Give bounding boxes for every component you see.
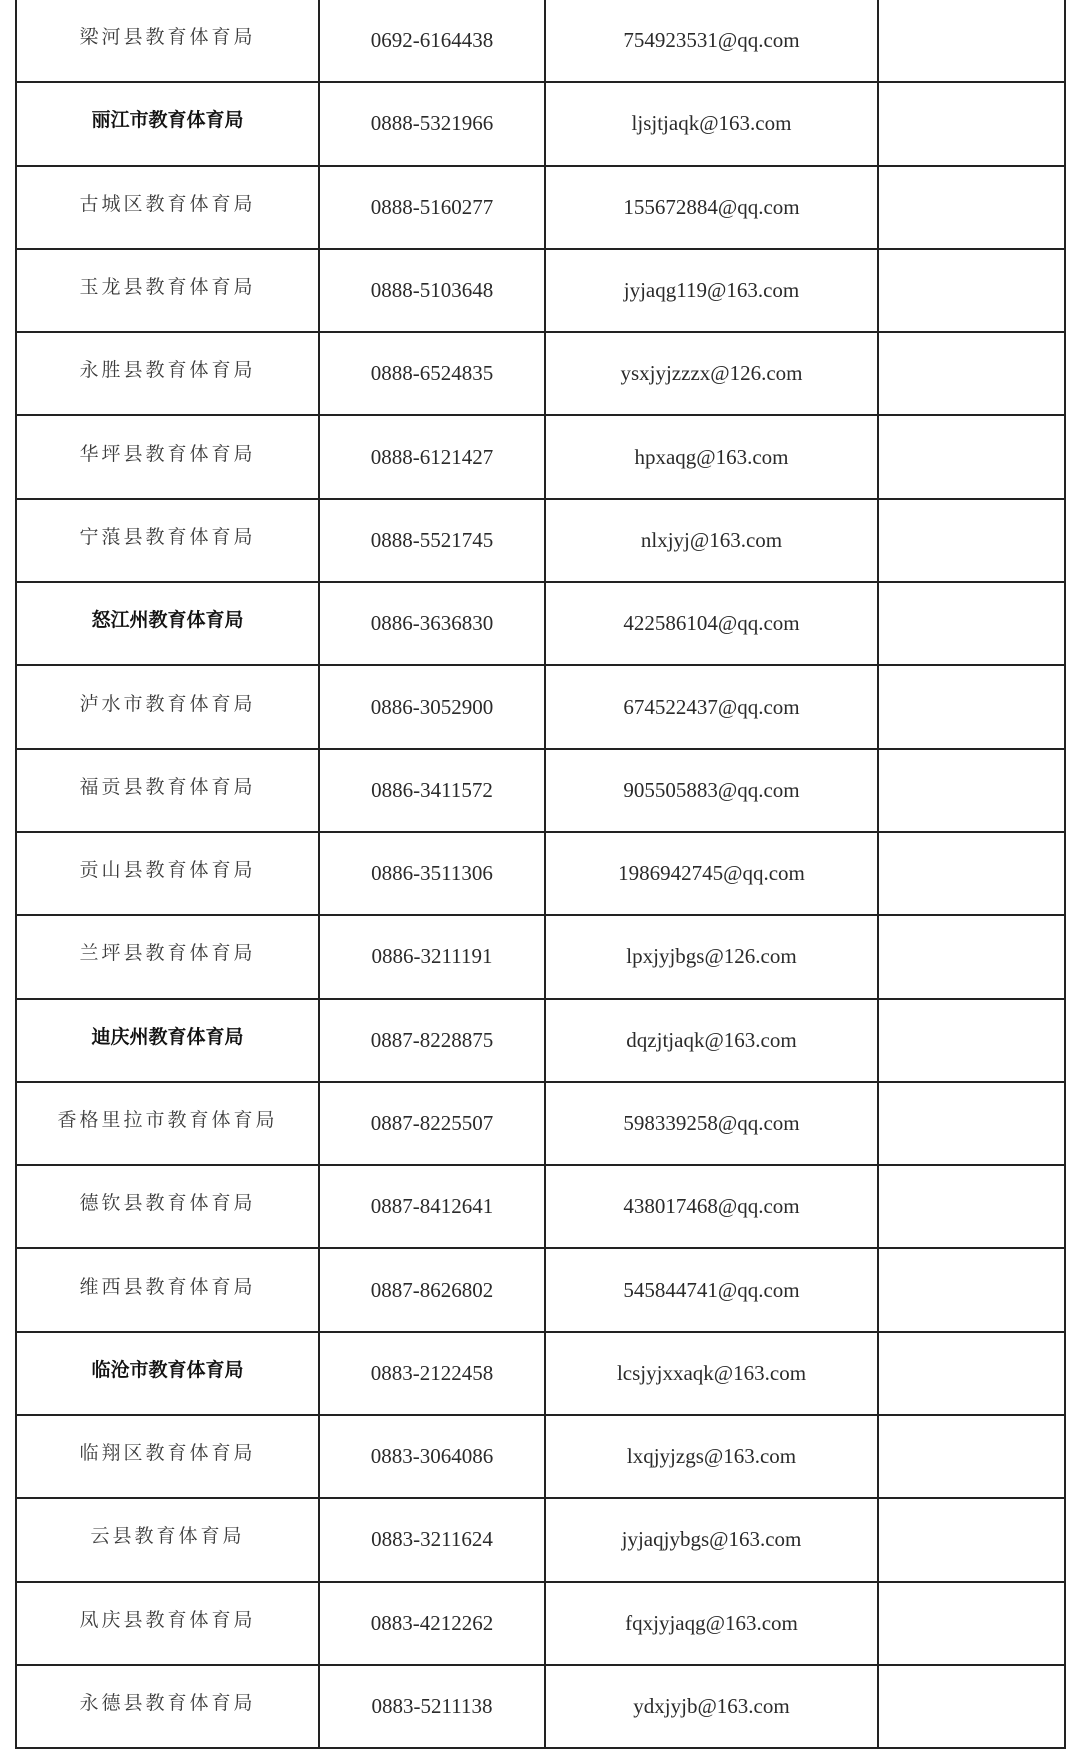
- phone-cell: 0887-8228875: [319, 999, 545, 1082]
- contact-table-container: [15, 0, 1064, 1749]
- bureau-name-cell: 梁河县教育体育局: [16, 0, 319, 82]
- table-row: [16, 832, 1065, 915]
- note-cell: [878, 1582, 1065, 1665]
- phone-cell: 0886-3411572: [319, 749, 545, 832]
- bureau-name-cell: 德钦县教育体育局: [16, 1165, 319, 1248]
- email-cell: jyjaqg119@163.com: [545, 249, 878, 332]
- table-row: [16, 249, 1065, 332]
- bureau-name-cell: 云县教育体育局: [16, 1498, 319, 1581]
- phone-cell: 0886-3052900: [319, 665, 545, 748]
- table-row: [16, 999, 1065, 1082]
- table-row: [16, 1165, 1065, 1248]
- email-cell: jyjaqjybgs@163.com: [545, 1498, 878, 1581]
- note-cell: [878, 1498, 1065, 1581]
- bureau-name-cell: 怒江州教育体育局: [16, 582, 319, 665]
- note-cell: [878, 415, 1065, 498]
- phone-cell: 0887-8225507: [319, 1082, 545, 1165]
- note-cell: [878, 166, 1065, 249]
- note-cell: [878, 1665, 1065, 1748]
- note-cell: [878, 915, 1065, 998]
- phone-cell: 0888-5160277: [319, 166, 545, 249]
- phone-cell: 0888-5103648: [319, 249, 545, 332]
- table-row: [16, 166, 1065, 249]
- note-cell: [878, 82, 1065, 165]
- phone-cell: 0883-3211624: [319, 1498, 545, 1581]
- email-cell: 754923531@qq.com: [545, 0, 878, 82]
- bureau-name-cell: 华坪县教育体育局: [16, 415, 319, 498]
- note-cell: [878, 0, 1065, 82]
- note-cell: [878, 249, 1065, 332]
- bureau-name-cell: 泸水市教育体育局: [16, 665, 319, 748]
- bureau-name-cell: 兰坪县教育体育局: [16, 915, 319, 998]
- email-cell: lxqjyjzgs@163.com: [545, 1415, 878, 1498]
- table-row: [16, 749, 1065, 832]
- email-cell: 674522437@qq.com: [545, 665, 878, 748]
- bureau-name-cell: 维西县教育体育局: [16, 1248, 319, 1331]
- bureau-name-cell: 迪庆州教育体育局: [16, 999, 319, 1082]
- table-row: [16, 1248, 1065, 1331]
- email-cell: 422586104@qq.com: [545, 582, 878, 665]
- note-cell: [878, 665, 1065, 748]
- email-cell: 1986942745@qq.com: [545, 832, 878, 915]
- table-row: [16, 499, 1065, 582]
- note-cell: [878, 499, 1065, 582]
- table-row: [16, 332, 1065, 415]
- table-row: [16, 1665, 1065, 1748]
- table-row: [16, 415, 1065, 498]
- email-cell: 905505883@qq.com: [545, 749, 878, 832]
- bureau-name-cell: 永胜县教育体育局: [16, 332, 319, 415]
- bureau-name-cell: 永德县教育体育局: [16, 1665, 319, 1748]
- phone-cell: 0692-6164438: [319, 0, 545, 82]
- email-cell: hpxaqg@163.com: [545, 415, 878, 498]
- note-cell: [878, 1082, 1065, 1165]
- table-row: [16, 0, 1065, 82]
- email-cell: 438017468@qq.com: [545, 1165, 878, 1248]
- phone-cell: 0883-4212262: [319, 1582, 545, 1665]
- note-cell: [878, 999, 1065, 1082]
- bureau-name-cell: 古城区教育体育局: [16, 166, 319, 249]
- bureau-name-cell: 临翔区教育体育局: [16, 1415, 319, 1498]
- note-cell: [878, 749, 1065, 832]
- table-row: [16, 1332, 1065, 1415]
- note-cell: [878, 1165, 1065, 1248]
- email-cell: dqzjtjaqk@163.com: [545, 999, 878, 1082]
- table-row: [16, 665, 1065, 748]
- bureau-name-cell: 丽江市教育体育局: [16, 82, 319, 165]
- bureau-name-cell: 凤庆县教育体育局: [16, 1582, 319, 1665]
- table-row: [16, 82, 1065, 165]
- email-cell: 598339258@qq.com: [545, 1082, 878, 1165]
- phone-cell: 0886-3211191: [319, 915, 545, 998]
- bureau-name-cell: 玉龙县教育体育局: [16, 249, 319, 332]
- bureau-name-cell: 临沧市教育体育局: [16, 1332, 319, 1415]
- bureau-name-cell: 福贡县教育体育局: [16, 749, 319, 832]
- email-cell: ljsjtjaqk@163.com: [545, 82, 878, 165]
- table-row: [16, 1498, 1065, 1581]
- phone-cell: 0888-5521745: [319, 499, 545, 582]
- table-row: [16, 1415, 1065, 1498]
- email-cell: lpxjyjbgs@126.com: [545, 915, 878, 998]
- bureau-name-cell: 贡山县教育体育局: [16, 832, 319, 915]
- note-cell: [878, 582, 1065, 665]
- email-cell: fqxjyjaqg@163.com: [545, 1582, 878, 1665]
- phone-cell: 0883-5211138: [319, 1665, 545, 1748]
- contact-table: [15, 0, 1066, 1749]
- table-row: [16, 582, 1065, 665]
- phone-cell: 0883-2122458: [319, 1332, 545, 1415]
- email-cell: lcsjyjxxaqk@163.com: [545, 1332, 878, 1415]
- bureau-name-cell: 香格里拉市教育体育局: [16, 1082, 319, 1165]
- email-cell: ydxjyjb@163.com: [545, 1665, 878, 1748]
- phone-cell: 0886-3511306: [319, 832, 545, 915]
- phone-cell: 0888-6524835: [319, 332, 545, 415]
- note-cell: [878, 832, 1065, 915]
- email-cell: ysxjyjzzzx@126.com: [545, 332, 878, 415]
- phone-cell: 0888-5321966: [319, 82, 545, 165]
- note-cell: [878, 1415, 1065, 1498]
- note-cell: [878, 1332, 1065, 1415]
- table-row: [16, 1082, 1065, 1165]
- phone-cell: 0887-8412641: [319, 1165, 545, 1248]
- phone-cell: 0883-3064086: [319, 1415, 545, 1498]
- bureau-name-cell: 宁蒗县教育体育局: [16, 499, 319, 582]
- email-cell: nlxjyj@163.com: [545, 499, 878, 582]
- note-cell: [878, 1248, 1065, 1331]
- email-cell: 155672884@qq.com: [545, 166, 878, 249]
- table-row: [16, 1582, 1065, 1665]
- phone-cell: 0887-8626802: [319, 1248, 545, 1331]
- email-cell: 545844741@qq.com: [545, 1248, 878, 1331]
- phone-cell: 0886-3636830: [319, 582, 545, 665]
- contact-table-body: [16, 0, 1065, 1748]
- note-cell: [878, 332, 1065, 415]
- phone-cell: 0888-6121427: [319, 415, 545, 498]
- table-row: [16, 915, 1065, 998]
